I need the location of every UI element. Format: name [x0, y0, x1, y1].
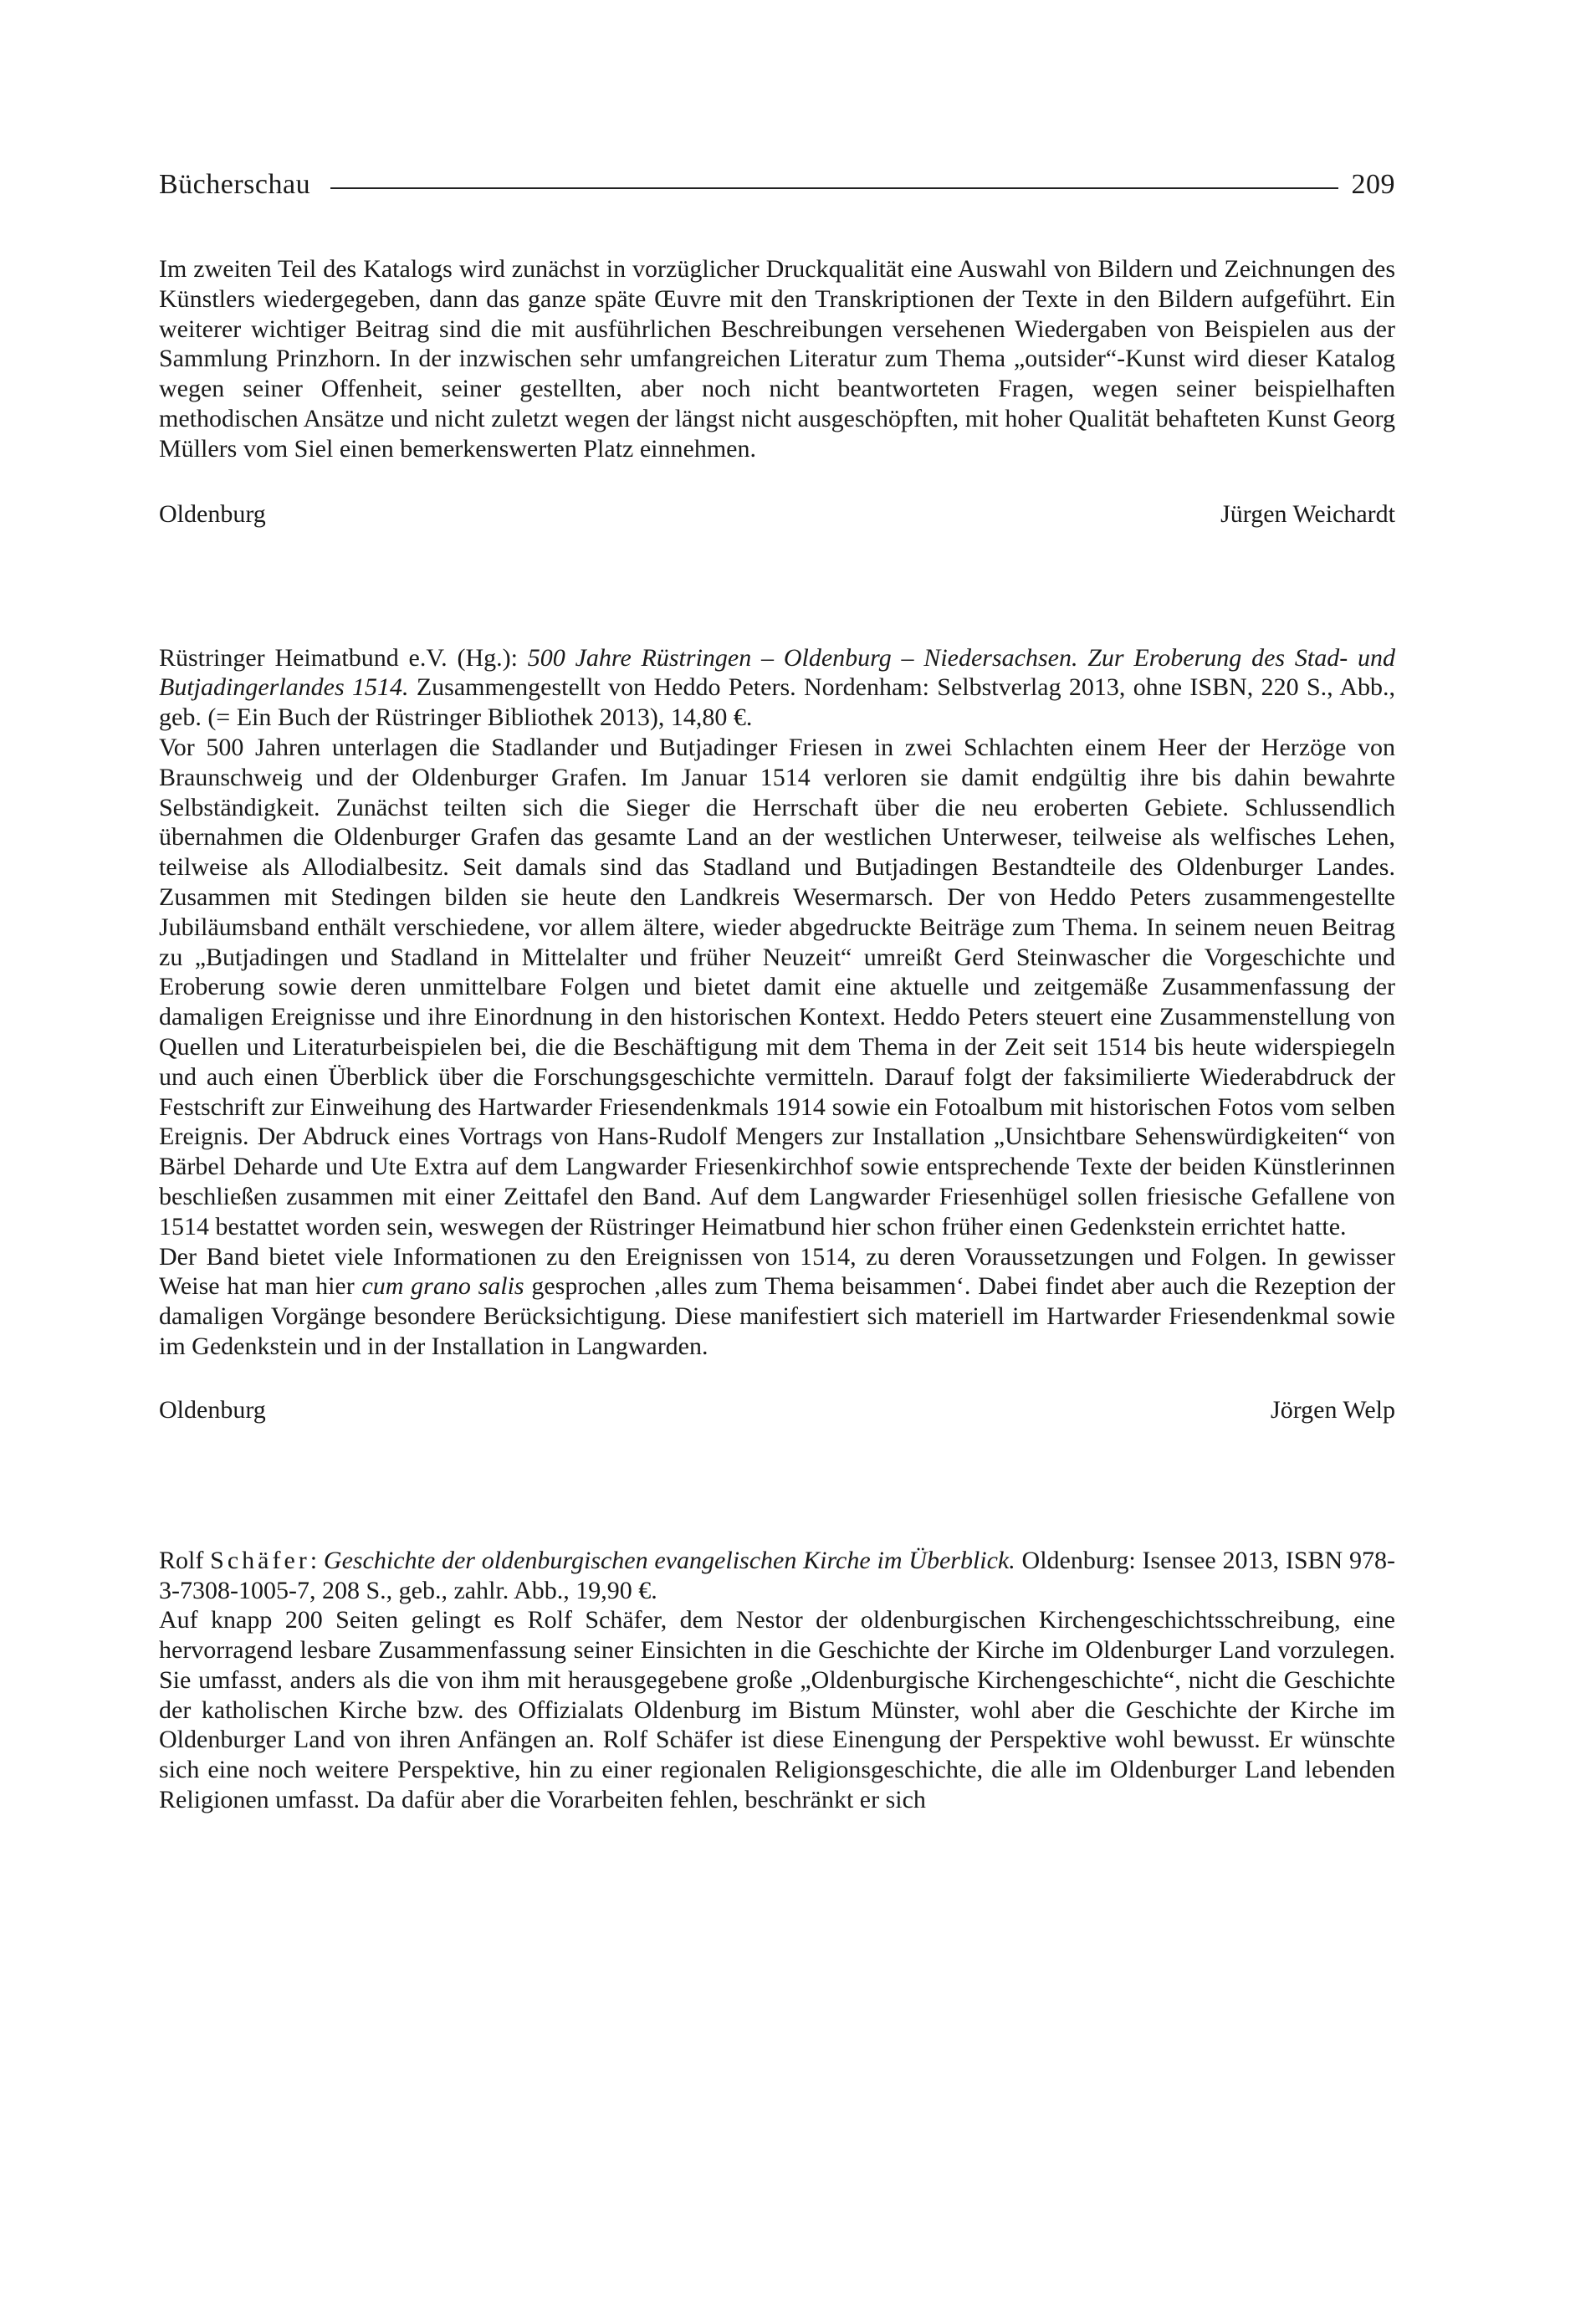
page-number: 209 [1351, 169, 1395, 200]
review-text: Der Band bietet viele Informationen zu den Ereignissen von 1514, zu deren Voraussetzungen und Folgen. In gewisser Weise hat man hier [159, 1242, 1395, 1301]
review-paragraph: Im zweiten Teil des Katalogs wird zunächst in vorzüglicher Druckqualität eine Auswahl von Bildern und Zeichnungen des Künstlers wiedergegeben, dann das ganze späte Œuvre mit den Transkriptionen der Texte in den Bildern aufgeführt. Ein weiterer wichtiger Beitrag sind die mit ausführlichen Beschreibungen versehenen Wiedergaben von Beispielen aus der Sammlung Prinzhorn. In der inzwischen sehr umfangreichen Literatur zum Thema „outsider“-Kunst wird dieser Katalog wegen seiner Offenheit, seiner gestellten, aber noch nicht beantworteten Fragen, wegen seiner beispielhaften methodischen Ansätze und nicht zuletzt wegen der längst nicht ausgeschöpften, mit hoher Qualität behafteten Kunst Georg Müllers vom Siel einen bemerkenswerten Platz einnehmen. [159, 255, 1395, 463]
review-paragraph: Auf knapp 200 Seiten gelingt es Rolf Schäfer, dem Nestor der oldenburgischen Kirchengeschichtsschreibung, eine hervorragend lesbare Zusammenfassung seiner Einsichten in die Geschichte der Kirche im Oldenburger Land vorzulegen. Sie umfasst, anders als die von ihm mit herausgegebene große „Oldenburgische Kirchengeschichte“, nicht die Geschichte der katholischen Kirche bzw. des Offizialats Oldenburg im Bistum Münster, wohl aber die Geschichte der Kirche im Oldenburger Land von ihren Anfängen an. Rolf Schäfer ist diese Einengung der Perspektive wohl bewusst. Er wünschte sich eine noch weitere Perspektive, hin zu einer regionalen Religionsgeschichte, die alle im Oldenburger Land lebenden Religionen umfasst. Da dafür aber die Vorarbeiten fehlen, beschränkt er sich [159, 1606, 1395, 1814]
review-paragraph: Vor 500 Jahren unterlagen die Stadlander und Butjadinger Friesen in zwei Schlachten einem Heer der Herzöge von Braunschweig und der Oldenburger Grafen. Im Januar 1514 verloren sie damit endgültig ihre bis dahin bewahrte Selbständigkeit. Zunächst teilten sich die Sieger die Herrschaft über die neu eroberten Gebiete. Schlussendlich übernahmen die Oldenburger Grafen das gesamte Land an der westlichen Unterweser, teilweise als welfisches Lehen, teilweise als Allodialbesitz. Seit damals sind das Stadland und Butjadingen Bestandteile des Oldenburger Landes. Zusammen mit Stedingen bilden sie heute den Landkreis Wesermarsch. Der von Heddo Peters zusammengestellte Jubiläumsband enthält verschiedene, vor allem ältere, wieder abgedruckte Beiträge zum Thema. In seinem neuen Beitrag zu „Butjadingen und Stadland in Mittelalter und früher Neuzeit“ umreißt Gerd Steinwascher die Vorgeschichte und Eroberung sowie deren unmittelbare Folgen und bietet damit eine aktuelle und zeitgemäße Zusammenfassung der damaligen Ereignisse und ihre Einordnung in den historischen Kontext. Heddo Peters steuert eine Zusammenstellung von Quellen und Literaturbeispielen bei, die die Beschäftigung mit dem Thema in der Zeit seit 1514 bis heute widerspiegeln und auch einen Überblick über die Forschungsgeschichte vermitteln. Darauf folgt der faksimilierte Wiederabdruck der Festschrift zur Einweihung des Hartwarder Friesendenkmals 1914 sowie ein Fotoalbum mit historischen Fotos vom selben Ereignis. Der Abdruck eines Vortrags von Hans-Rudolf Mengers zur Installation „Unsichtbare Sehenswürdigkeiten“ von Bärbel Deharde und Ute Extra auf dem Langwarder Friesenkirchhof sowie entsprechende Texte der beiden Künstlerinnen beschließen zusammen mit einer Zeittafel den Band. Auf dem Langwarder Friesenhügel sollen friesische Gefallene von 1514 bestattet worden sein, weswegen der Rüstringer Heimatbund hier schon früher einen Gedenkstein errichtet hatte. [159, 733, 1395, 1240]
review-text: gesprochen ‚alles zum Thema beisammen‘. Dabei findet aber auch die Rezeption der damaligen Vorgänge besondere Berücksichtigung. Diese manifestiert sich materiell im Hartwarder Friesendenkmal sowie im Gedenkstein und in der Installation in Langwarden. [159, 1272, 1395, 1360]
biblio-author: Rüstringer Heimatbund e.V. (Hg.): [159, 643, 528, 672]
biblio-title: Geschichte der oldenburgischen evangelischen Kirche im Überblick. [323, 1546, 1015, 1574]
review-kirchengeschichte [159, 1546, 1395, 1815]
biblio-author-last: Schäfer [210, 1546, 310, 1574]
review-paragraph [159, 1242, 1395, 1362]
biblio-colon: : [309, 1546, 324, 1574]
biblio-author-first: Rolf [159, 1546, 211, 1574]
page [159, 151, 1395, 1815]
latin-phrase: cum grano salis [361, 1272, 524, 1301]
review-ruestringen [159, 643, 1395, 1362]
signature-reviewer: Jörgen Welp [1271, 1395, 1395, 1424]
section-title: Bücherschau [159, 169, 311, 200]
biblio-details: Zusammengestellt von Heddo Peters. Nordenham: Selbstverlag 2013, ohne ISBN, 220 S., Abb., geb. (= Ein Buch der Rüstringer Bibliothek 2013), 14,80 €. [159, 673, 1395, 732]
biblio-details: Oldenburg: Isensee 2013, ISBN 978-3-7308-1005-7, 208 S., geb., zahlr. Abb., 19,90 €. [159, 1546, 1395, 1604]
signature-place: Oldenburg [159, 499, 266, 528]
bibliographic-entry [159, 643, 1395, 733]
biblio-title: 500 Jahre Rüstringen – Oldenburg – Niedersachsen. Zur Eroberung des Stad- und Butjadingerlandes 1514. [159, 643, 1396, 702]
signature-line [159, 1395, 1395, 1425]
signature-reviewer: Jürgen Weichardt [1220, 499, 1395, 528]
bibliographic-entry [159, 1546, 1395, 1606]
running-head [159, 151, 1395, 201]
review-continuation [159, 254, 1395, 464]
signature-line [159, 499, 1395, 529]
header-rule [330, 187, 1338, 189]
signature-place: Oldenburg [159, 1395, 266, 1424]
